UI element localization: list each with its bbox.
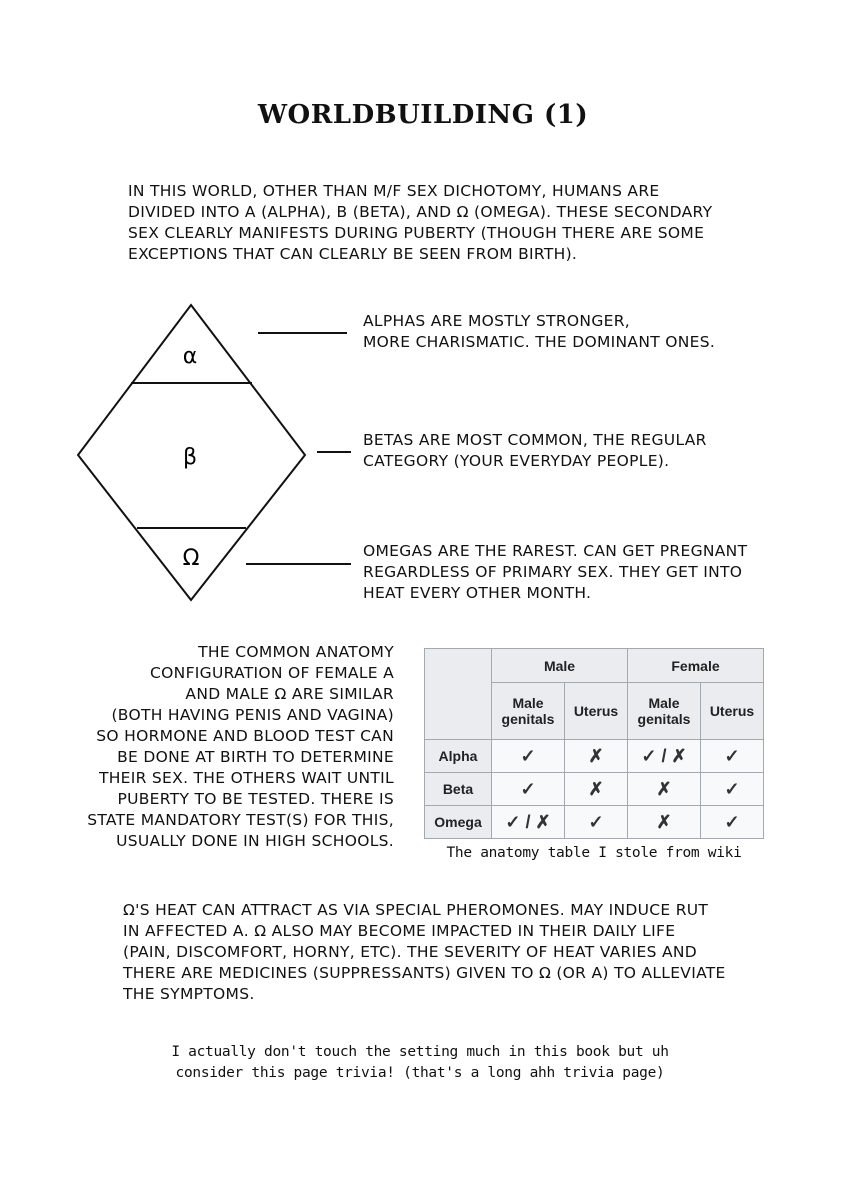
row-label: Omega <box>425 806 492 839</box>
table-corner <box>425 649 492 740</box>
female-group-header: Female <box>628 649 764 683</box>
table-cell: ✓ <box>565 806 628 839</box>
page-title: WORLDBUILDING (1) <box>257 100 589 130</box>
anatomy-table <box>424 648 764 839</box>
male-genitals-header: Male genitals <box>492 683 565 740</box>
table-cell: ✗ <box>565 773 628 806</box>
table-row <box>425 740 764 773</box>
omega-symbol: Ω <box>182 546 200 571</box>
heat-paragraph: Ω'S HEAT CAN ATTRACT ΑS VIA SPECIAL PHEROMONES. MAY INDUCE RUT IN AFFECTED Α. Ω ALSO MAY BECOME IMPACTED IN THEIR DAILY LIFE (PAIN, DISCOMFORT, HORNY, ETC). THE SEVERITY OF HEAT VARIES AND THERE ARE MEDICINES (SUPPRESSANTS) GIVEN TO Ω (OR Α) TO ALLEVIATE THE SYMPTOMS. <box>123 901 726 1003</box>
table-row <box>425 806 764 839</box>
table-cell: ✗ <box>565 740 628 773</box>
uterus-header: Uterus <box>701 683 764 740</box>
table-cell: ✓ <box>701 773 764 806</box>
row-label: Alpha <box>425 740 492 773</box>
alpha-symbol: α <box>182 344 198 369</box>
omega-description: OMEGAS ARE THE RAREST. CAN GET PREGNANT REGARDLESS OF PRIMARY SEX. THEY GET INTO HEAT EVERY OTHER MONTH. <box>363 542 748 602</box>
table-cell: ✓ / ✗ <box>492 806 565 839</box>
uterus-header: Uterus <box>565 683 628 740</box>
male-genitals-header: Male genitals <box>628 683 701 740</box>
table-cell: ✓ / ✗ <box>628 740 701 773</box>
beta-symbol: β <box>182 445 198 470</box>
table-cell: ✗ <box>628 806 701 839</box>
table-cell: ✓ <box>492 773 565 806</box>
intro-paragraph: IN THIS WORLD, OTHER THAN M/F SEX DICHOTOMY, HUMANS ARE DIVIDED INTO Α (ALPHA), Β (BETA), AND Ω (OMEGA). THESE SECONDARY SEX CLEARLY MANIFESTS DURING PUBERTY (THOUGH THERE ARE SOME EXCEPTIONS THAT CAN CLEARLY BE SEEN FROM BIRTH). <box>128 182 713 263</box>
male-group-header: Male <box>492 649 628 683</box>
table-cell: ✓ <box>701 740 764 773</box>
table-row <box>425 773 764 806</box>
table-caption: The anatomy table I stole from wiki <box>446 845 742 861</box>
trivia-note: I actually don't touch the setting much in this book but uh consider this page trivia! (that's a long ahh trivia page) <box>171 1044 669 1081</box>
beta-description: BETAS ARE MOST COMMON, THE REGULAR CATEGORY (YOUR EVERYDAY PEOPLE). <box>363 431 707 470</box>
table-cell: ✓ <box>492 740 565 773</box>
alpha-description: ALPHAS ARE MOSTLY STRONGER, MORE CHARISMATIC. THE DOMINANT ONES. <box>363 312 716 351</box>
anatomy-note: THE COMMON ANATOMY CONFIGURATION OF FEMALE Α AND MALE Ω ARE SIMILAR (BOTH HAVING PENIS AND VAGINA) SO HORMONE AND BLOOD TEST CAN BE DONE AT BIRTH TO DETERMINE THEIR SEX. THE OTHERS WAIT UNTIL PUBERTY TO BE TESTED. THERE IS STATE MANDATORY TEST(S) FOR THIS, USUALLY DONE IN HIGH SCHOOLS. <box>87 643 394 850</box>
row-label: Beta <box>425 773 492 806</box>
table-cell: ✗ <box>628 773 701 806</box>
table-cell: ✓ <box>701 806 764 839</box>
